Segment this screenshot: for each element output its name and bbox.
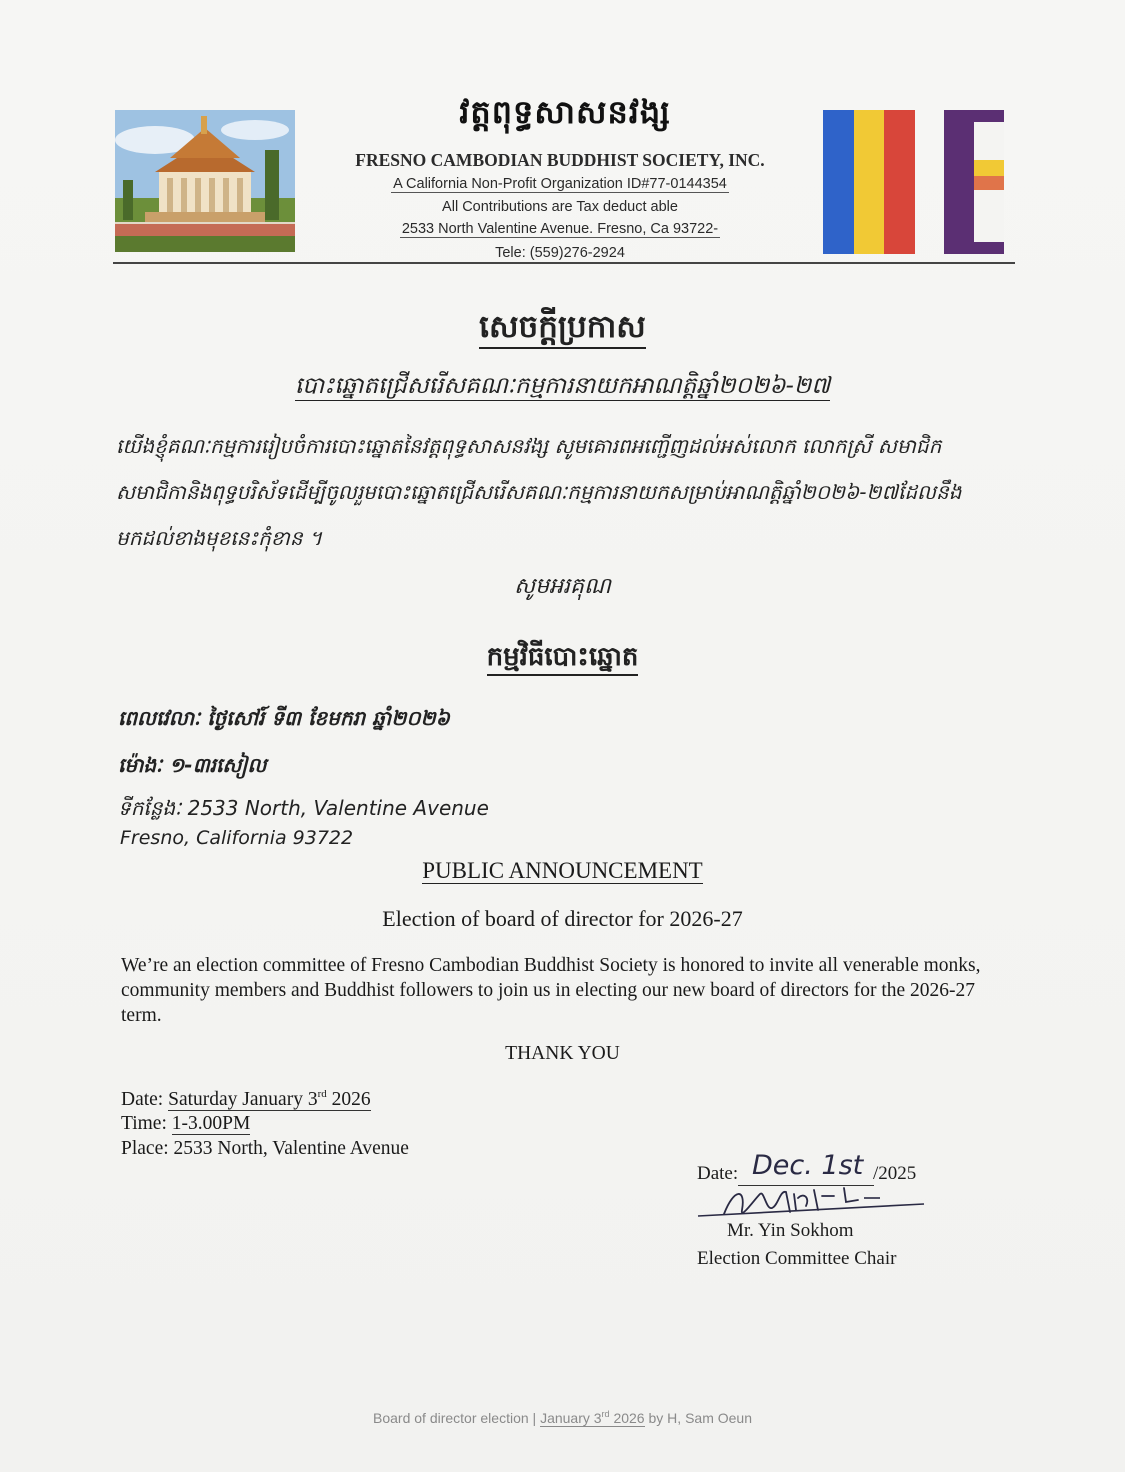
signature-date-handwritten: Dec. 1st — [752, 1150, 864, 1181]
flag-e-emblem — [944, 110, 1004, 254]
org-name: FRESNO CAMBODIAN BUDDHIST SOCIETY, INC. — [355, 150, 765, 170]
address-line: 2533 North Valentine Avenue. Fresno, Ca 93722- — [401, 221, 719, 237]
flag-stripe-red — [884, 110, 915, 254]
english-paragraph: We’re an election committee of Fresno Cambodian Buddhist Society is honored to invite all venerable monks, community members and Buddhist followers to join us in electing our new board of directors for the 2026-27 term. — [121, 955, 981, 1026]
event-place-label: Place: — [121, 1138, 169, 1159]
khmer-time-line: ម៉ោងៈ ១-៣រសៀល — [118, 753, 267, 777]
header-divider — [113, 262, 1015, 264]
event-place-value: 2533 North, Valentine Avenue — [173, 1138, 409, 1159]
english-thanks: THANK YOU — [505, 1043, 620, 1064]
buddhist-flag — [823, 110, 915, 254]
signature-date-year: /2025 — [873, 1163, 917, 1184]
khmer-date-line: ពេលវេលាៈ ថ្ងៃសៅរ៍ ទី៣ ខែមករា ឆ្នាំ២០២៦ — [118, 706, 450, 730]
khmer-thanks: សូមអរគុណ — [514, 574, 611, 599]
khmer-subtitle: បោះឆ្នោតជ្រើសរើសគណៈកម្មការនាយកអាណត្តិឆ្នាំ២០២៦-២៧ — [294, 373, 831, 399]
nonprofit-line: A California Non-Profit Organization ID#77-0144354 — [393, 176, 727, 192]
event-date-label: Date: — [121, 1089, 164, 1110]
english-subtitle: Election of board of director for 2026-27 — [382, 906, 743, 931]
event-date-value: Saturday January 3rd 2026 — [168, 1088, 371, 1110]
phone-line: Tele: (559)276-2924 — [495, 245, 625, 261]
signer-title: Election Committee Chair — [697, 1248, 897, 1269]
khmer-org-name: វត្តពុទ្ធសាសនវង្ស — [459, 93, 671, 131]
khmer-place-city: Fresno, California 93722 — [120, 827, 354, 849]
event-time-label: Time: — [121, 1113, 167, 1134]
signer-name: Mr. Yin Sokhom — [727, 1220, 854, 1241]
khmer-paragraph: យើងខ្ញុំគណៈកម្មការរៀបចំការបោះឆ្នោតនៃវត្តពុទ្ធសាសនវង្ស សូមគោរពអញ្ជើញដល់អស់លោក លោកស្រី សមាជិក សមាជិកានិងពុទ្ធបរិស័ទដើម្បីចូលរួមបោះឆ្នោតជ្រើសរើសគណៈកម្មការនាយកសម្រាប់អាណត្តិឆ្នាំ២០២៦-២៧ដែលនឹងមកដល់ខាងមុខនេះកុំខាន ។ — [116, 434, 962, 550]
event-time — [121, 1113, 250, 1135]
flag-stripe-yellow — [854, 110, 885, 254]
signature-date-label: Date: — [697, 1163, 739, 1184]
event-place — [121, 1138, 409, 1160]
footer-date: January 3rd 2026 — [540, 1409, 645, 1426]
khmer-title: សេចក្តីប្រកាស — [0, 308, 1125, 353]
khmer-schedule-heading: កម្មវិធីបោះឆ្នោត — [0, 640, 1125, 678]
flag-stripe-blue — [823, 110, 854, 254]
english-title: PUBLIC ANNOUNCEMENT — [422, 858, 703, 883]
tax-line: All Contributions are Tax deduct able — [442, 199, 678, 215]
page-footer: Board of director election | January 3rd 2026 by H, Sam Oeun — [373, 1409, 752, 1426]
khmer-place-line: ទីកន្លែងៈ 2533 North, Valentine Avenue — [118, 796, 489, 820]
temple-photo — [115, 110, 295, 252]
event-time-value: 1-3.00PM — [171, 1113, 251, 1134]
event-date — [121, 1088, 371, 1111]
